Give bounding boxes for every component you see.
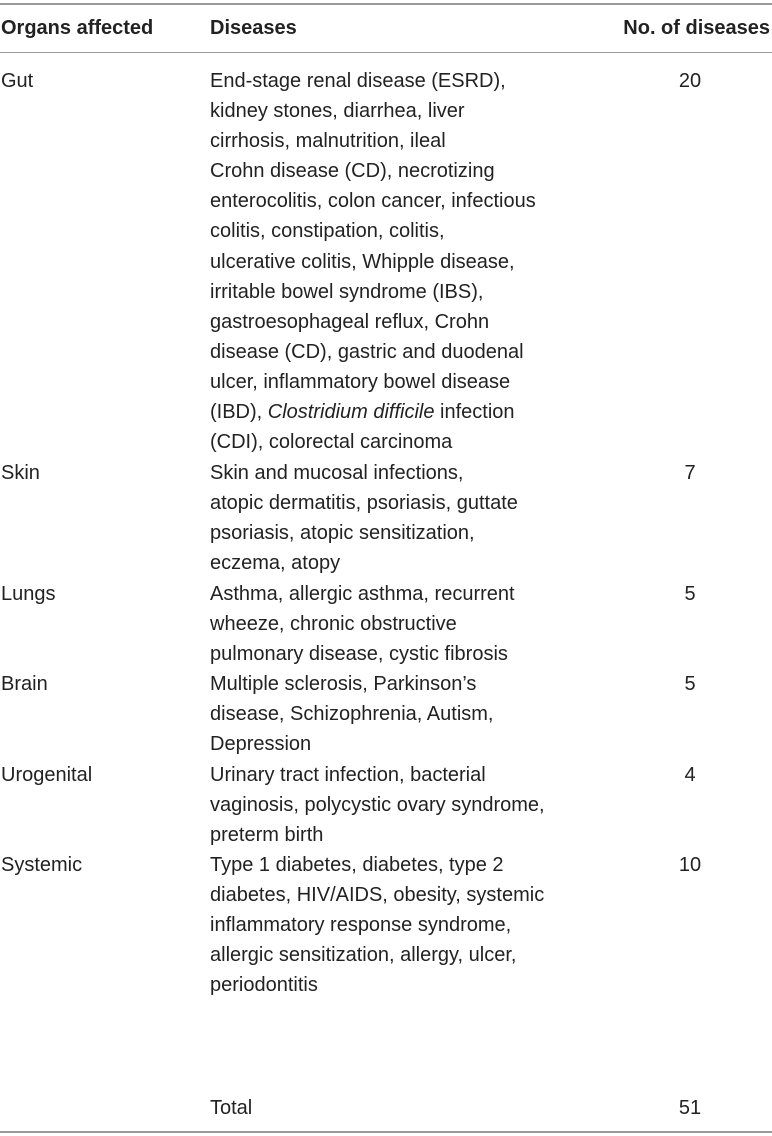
- disease-line: kidney stones, diarrhea, liver: [210, 100, 465, 123]
- organ-cell: Lungs: [1, 583, 56, 605]
- disease-line-with-italic: [210, 397, 580, 427]
- total-label: Total: [210, 1097, 253, 1119]
- diseases-cell: [210, 458, 580, 578]
- disease-line: gastroesophageal reflux, Crohn: [210, 310, 490, 333]
- disease-line: wheeze, chronic obstructive: [210, 613, 457, 636]
- disease-line: allergic sensitization, allergy, ulcer,: [210, 944, 517, 967]
- disease-line: atopic dermatitis, psoriasis, guttate: [210, 492, 518, 515]
- diseases-cell: [210, 66, 580, 457]
- disease-line: Asthma, allergic asthma, recurrent: [210, 583, 515, 605]
- disease-line: End-stage renal disease (ESRD),: [210, 70, 506, 92]
- disease-line: disease, Schizophrenia, Autism,: [210, 703, 494, 726]
- diseases-cell: [210, 760, 580, 850]
- table-bottom-rule: [0, 1131, 772, 1133]
- count-cell: 5: [684, 673, 696, 695]
- table-top-rule: [0, 3, 772, 5]
- disease-text: (IBD),: [210, 401, 268, 424]
- disease-line: preterm birth: [210, 824, 324, 847]
- count-cell: 4: [684, 764, 696, 786]
- organ-cell: Systemic: [1, 854, 83, 876]
- diseases-cell: [210, 669, 580, 759]
- italic-species-name: Clostridium difficile: [267, 401, 435, 424]
- header-organs-affected: Organs affected: [1, 17, 154, 39]
- disease-line: (CDI), colorectal carcinoma: [210, 431, 453, 454]
- disease-line: Skin and mucosal infections,: [210, 462, 464, 484]
- total-count: 51: [678, 1097, 702, 1119]
- disease-line: diabetes, HIV/AIDS, obesity, systemic: [210, 884, 545, 907]
- disease-line: inflammatory response syndrome,: [210, 914, 512, 937]
- count-cell: 5: [684, 583, 696, 605]
- count-cell: 10: [678, 854, 702, 876]
- table-header-rule: [0, 52, 772, 53]
- disease-line: irritable bowel syndrome (IBS),: [210, 280, 484, 303]
- disease-line: periodontitis: [210, 974, 318, 997]
- diseases-cell: [210, 579, 580, 669]
- disease-text: infection: [434, 401, 515, 424]
- disease-line: cirrhosis, malnutrition, ileal: [210, 130, 446, 153]
- disease-line: vaginosis, polycystic ovary syndrome,: [210, 794, 545, 817]
- disease-line: Multiple sclerosis, Parkinson’s: [210, 673, 477, 695]
- disease-line: Urinary tract infection, bacterial: [210, 764, 486, 786]
- disease-line: disease (CD), gastric and duodenal: [210, 340, 524, 363]
- header-number-of-diseases: No. of diseases: [623, 17, 770, 39]
- organ-cell: Gut: [1, 70, 34, 92]
- disease-line: ulcerative colitis, Whipple disease,: [210, 250, 515, 273]
- disease-line: eczema, atopy: [210, 552, 341, 575]
- disease-line: Type 1 diabetes, diabetes, type 2: [210, 854, 504, 876]
- disease-line: Crohn disease (CD), necrotizing: [210, 160, 495, 183]
- organ-cell: Urogenital: [1, 764, 93, 786]
- disease-line: psoriasis, atopic sensitization,: [210, 522, 475, 545]
- disease-line: colitis, constipation, colitis,: [210, 220, 445, 243]
- organ-cell: Skin: [1, 462, 40, 484]
- count-cell: 7: [684, 462, 696, 484]
- header-diseases: Diseases: [210, 17, 297, 39]
- organ-cell: Brain: [1, 673, 48, 695]
- count-cell: 20: [678, 70, 702, 92]
- diseases-cell: [210, 850, 580, 1000]
- disease-line: enterocolitis, colon cancer, infectious: [210, 190, 536, 213]
- disease-line: Depression: [210, 733, 312, 756]
- disease-line: ulcer, inflammatory bowel disease: [210, 370, 511, 393]
- disease-line: pulmonary disease, cystic fibrosis: [210, 643, 508, 666]
